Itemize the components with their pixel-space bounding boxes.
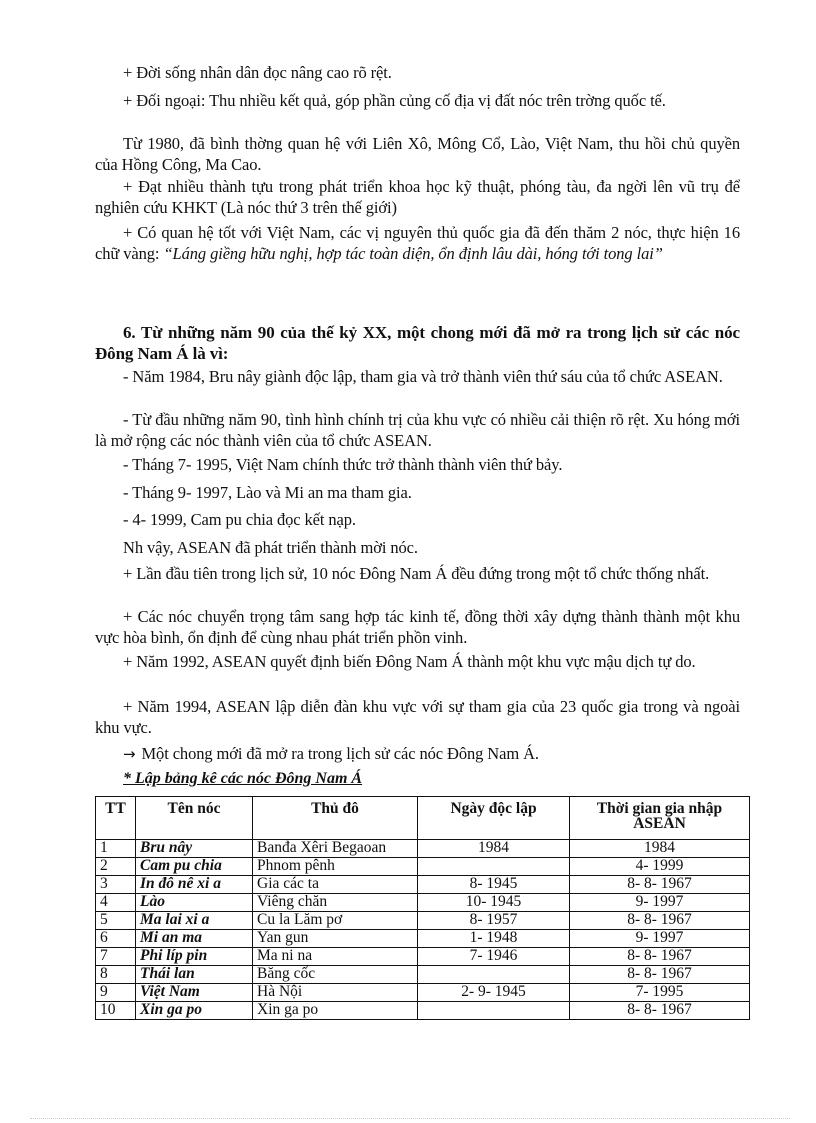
- cell-independence: 2- 9- 1945: [418, 984, 570, 1002]
- table-header-row: [96, 797, 750, 840]
- header-independence: Ngày độc lập: [418, 797, 570, 840]
- cell-asean-join: 1984: [570, 840, 750, 858]
- cell-asean-join: 9- 1997: [570, 930, 750, 948]
- cell-tt: 10: [96, 1002, 136, 1020]
- cell-tt: 1: [96, 840, 136, 858]
- table-row: [96, 966, 750, 984]
- table-row: [96, 876, 750, 894]
- cell-capital: Cu la Lăm pơ: [253, 912, 418, 930]
- cell-capital: Banđa Xêri Begaoan: [253, 840, 418, 858]
- cell-country: Việt Nam: [136, 984, 253, 1002]
- header-capital: Thủ đô: [253, 797, 418, 840]
- cell-independence: [418, 858, 570, 876]
- paragraph-1980-relations: Từ 1980, đã bình thờng quan hệ với Liên Xô, Mông Cổ, Lào, Việt Nam, thu hồi chủ quyền của Hồng Công, Ma Cao.: [95, 134, 740, 174]
- paragraph-ten-countries: Nh vậy, ASEAN đã phát triển thành mời nóc.: [123, 538, 418, 557]
- cell-capital: Băng cốc: [253, 966, 418, 984]
- conclusion-text: Một chong mới đã mở ra trong lịch sử các nóc Đông Nam Á.: [141, 744, 539, 763]
- cell-independence: 10- 1945: [418, 894, 570, 912]
- cell-independence: [418, 1002, 570, 1020]
- cell-independence: 8- 1957: [418, 912, 570, 930]
- paragraph-brunei: - Năm 1984, Bru nây giành độc lập, tham gia và trở thành viên thứ sáu của tổ chức ASEAN.: [123, 367, 723, 386]
- cell-asean-join: 8- 8- 1967: [570, 876, 750, 894]
- cell-asean-join: 9- 1997: [570, 894, 750, 912]
- paragraph-science-achievements: + Đạt nhiều thành tựu trong phát triển khoa học kỹ thuật, phóng tàu, đa ngời lên vũ trụ để nghiên cứu KHKT (Là nóc thứ 3 trên thế giới): [95, 177, 740, 217]
- cell-tt: 4: [96, 894, 136, 912]
- paragraph-cambodia-1999: - 4- 1999, Cam pu chia đọc kết nạp.: [123, 510, 356, 529]
- cell-country: Thái lan: [136, 966, 253, 984]
- cell-asean-join: 7- 1995: [570, 984, 750, 1002]
- paragraph-conclusion: [95, 743, 740, 765]
- paragraph-early-90s: - Từ đầu những năm 90, tình hình chính trị của khu vực có nhiều cải thiện rõ rệt. Xu hóng mới là mở rộng các nóc thành viên của tổ chức ASEAN.: [95, 410, 740, 450]
- section-heading-6: 6. Từ những năm 90 của thế kỷ XX, một chong mới đã mở ra trong lịch sử các nóc Đông Nam Á là vì:: [95, 323, 740, 363]
- cell-independence: 1984: [418, 840, 570, 858]
- cell-country: Cam pu chia: [136, 858, 253, 876]
- asean-countries-table: [95, 796, 750, 1020]
- table-row: [96, 858, 750, 876]
- cell-country: In đô nê xi a: [136, 876, 253, 894]
- cell-country: Phi líp pin: [136, 948, 253, 966]
- table-row: [96, 912, 750, 930]
- cell-tt: 7: [96, 948, 136, 966]
- cell-independence: [418, 966, 570, 984]
- table-row: [96, 894, 750, 912]
- cell-asean-join: 8- 8- 1967: [570, 1002, 750, 1020]
- paragraph-economic-cooperation: + Các nóc chuyển trọng tâm sang hợp tác kinh tế, đồng thời xây dựng thành thành một khu vực hòa bình, ổn định để cùng nhau phát triển phồn vinh.: [95, 607, 740, 647]
- paragraph-vietnam-1995: - Tháng 7- 1995, Việt Nam chính thức trở thành thành viên thứ bảy.: [123, 455, 563, 474]
- cell-tt: 5: [96, 912, 136, 930]
- cell-country: Xin ga po: [136, 1002, 253, 1020]
- cell-tt: 2: [96, 858, 136, 876]
- cell-capital: Phnom pênh: [253, 858, 418, 876]
- header-asean-join: Thời gian gia nhập ASEAN: [570, 797, 750, 840]
- header-country: Tên nóc: [136, 797, 253, 840]
- cell-asean-join: 8- 8- 1967: [570, 912, 750, 930]
- table-row: [96, 840, 750, 858]
- cell-country: Ma lai xi a: [136, 912, 253, 930]
- cell-capital: Ma ni na: [253, 948, 418, 966]
- cell-independence: 7- 1946: [418, 948, 570, 966]
- paragraph-foreign-affairs: + Đối ngoại: Thu nhiều kết quả, góp phần củng cố địa vị đất nóc trên trờng quốc tế.: [123, 91, 666, 110]
- paragraph-forum-1994: + Năm 1994, ASEAN lập diễn đàn khu vực với sự tham gia của 23 quốc gia trong và ngoài khu vực.: [95, 697, 740, 737]
- table-caption: * Lập bảng kê các nóc Đông Nam Á: [123, 770, 363, 787]
- arrow-right-icon: →: [123, 745, 136, 763]
- cell-capital: Xin ga po: [253, 1002, 418, 1020]
- cell-independence: 1- 1948: [418, 930, 570, 948]
- paragraph-vietnam-relations: [95, 222, 740, 264]
- cell-tt: 9: [96, 984, 136, 1002]
- paragraph-first-time: + Lần đầu tiên trong lịch sử, 10 nóc Đông Nam Á đều đứng trong một tổ chức thống nhất.: [123, 564, 710, 583]
- table-row: [96, 1002, 750, 1020]
- cell-capital: Hà Nội: [253, 984, 418, 1002]
- cell-independence: 8- 1945: [418, 876, 570, 894]
- cell-asean-join: 4- 1999: [570, 858, 750, 876]
- cell-capital: Viêng chăn: [253, 894, 418, 912]
- paragraph-afta-1992: + Năm 1992, ASEAN quyết định biến Đông Nam Á thành một khu vực mậu dịch tự do.: [123, 652, 696, 671]
- cell-tt: 8: [96, 966, 136, 984]
- cell-tt: 3: [96, 876, 136, 894]
- paragraph-living-standards: + Đời sống nhân dân đọc nâng cao rõ rệt.: [123, 63, 392, 82]
- cell-country: Bru nây: [136, 840, 253, 858]
- page-bottom-divider: [30, 1118, 790, 1119]
- cell-capital: Gia các ta: [253, 876, 418, 894]
- table-row: [96, 948, 750, 966]
- cell-asean-join: 8- 8- 1967: [570, 966, 750, 984]
- cell-country: Mi an ma: [136, 930, 253, 948]
- vietnam-relations-text: + Có quan hệ tốt với Việt Nam, các vị nguyên thủ quốc gia đã đến thăm 2 nóc, thực hiện 16 chữ vàng:: [95, 223, 740, 263]
- cell-asean-join: 8- 8- 1967: [570, 948, 750, 966]
- cell-capital: Yan gun: [253, 930, 418, 948]
- table-row: [96, 930, 750, 948]
- cell-tt: 6: [96, 930, 136, 948]
- paragraph-laos-myanmar-1997: - Tháng 9- 1997, Lào và Mi an ma tham gia.: [123, 483, 412, 502]
- header-tt: TT: [96, 797, 136, 840]
- sixteen-golden-words: “Láng giềng hữu nghị, hợp tác toàn diện, ổn định lâu dài, hóng tới tong lai”: [163, 244, 663, 263]
- table-row: [96, 984, 750, 1002]
- cell-country: Lào: [136, 894, 253, 912]
